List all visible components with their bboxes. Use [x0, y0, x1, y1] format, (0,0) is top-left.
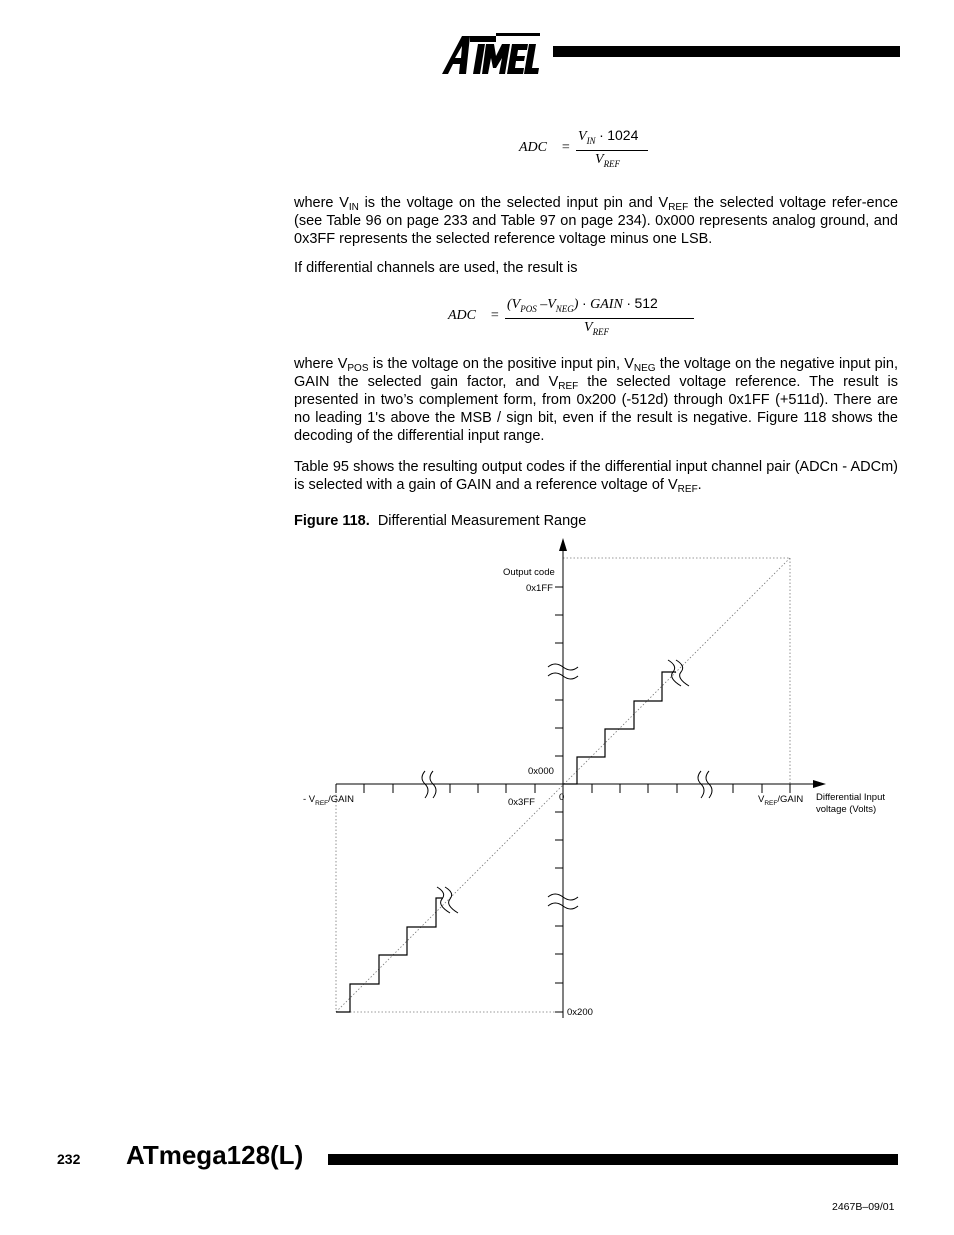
eq1-num-const: 1024 — [607, 127, 639, 143]
negative-staircase — [336, 898, 443, 1012]
eq1-equals: = — [561, 140, 571, 155]
y-axis-label: Output code — [503, 567, 555, 578]
eq1-den-var: V — [595, 152, 604, 167]
x-axis-label-line2: voltage (Volts) — [816, 804, 877, 815]
eq1-den-sub: REF — [603, 159, 621, 169]
tick-label-0x000: 0x000 — [528, 766, 554, 777]
paragraph-differential-intro: If differential channels are used, the result is — [294, 260, 578, 276]
neg-vref-gain-label: - $V_{REF}$/GAIN — [303, 794, 355, 807]
tick-label-0x200: 0x200 — [567, 1007, 593, 1018]
figure-caption-text: Differential Measurement Range — [377, 513, 587, 529]
y-axis-arrow-icon — [559, 538, 567, 551]
eq1-num-dot: · — [599, 127, 604, 143]
origin-label: 0 — [559, 792, 565, 803]
eq2-numerator: ($V_{POS}$ $-V_{NEG}$) · GAIN · 512 — [507, 295, 658, 314]
footer-rule — [328, 1154, 898, 1165]
tick-label-0x3ff: 0x3FF — [508, 797, 535, 808]
eq2-equals: = — [490, 308, 500, 323]
paragraph-vin-definition: where $V_{IN}$ is the voltage on the selected input pin and $V_{REF}$ the selected voltage refer-ence (see Table 96 on page 233 and Table 97 on page 234). 0x000 represents analog ground, and 0x3FF represents the selected reference voltage minus one LSB. — [294, 195, 899, 247]
figure-label: Figure 118. — [294, 513, 370, 529]
eq1-num-var: V — [578, 129, 587, 144]
page-number: 232 — [57, 1151, 81, 1167]
document-title: ATmega128(L) — [126, 1140, 304, 1170]
pos-vref-gain-label: $V_{REF}$/GAIN — [758, 794, 804, 807]
paragraph-differential-explanation: where $V_{POS}$ is the voltage on the positive input pin, $V_{NEG}$ the voltage on the negative input pin, GAIN the selected gain factor, and $V_{REF}$ the selected voltage reference. The result is presented in two’s complement form, from 0x200 (-512d) through 0x1FF (+511d). There are no leading 1's above the MSB / sign bit, even if the result is negative. Figure 118 shows the decoding of the differential input range. — [294, 356, 899, 444]
paragraph-table95-reference: Table 95 shows the resulting output codes if the differential input channel pair (ADCn - ADCm) is selected with a gain of GAIN and a reference voltage of $V_{REF}$. — [294, 459, 898, 495]
eq2-denominator: $V_{REF}$ — [584, 320, 610, 337]
eq1-lhs: ADC — [519, 140, 547, 155]
positive-staircase — [563, 672, 676, 784]
eq1-num-sub: IN — [586, 136, 596, 146]
eq2-lhs: ADC — [448, 308, 476, 323]
document-number: 2467B–09/01 — [832, 1201, 895, 1213]
x-axis-arrow-icon — [813, 780, 826, 788]
x-axis-label-line1: Differential Input — [816, 792, 886, 803]
tick-label-0x1ff: 0x1FF — [526, 583, 553, 594]
axis-break-marks — [422, 660, 712, 913]
